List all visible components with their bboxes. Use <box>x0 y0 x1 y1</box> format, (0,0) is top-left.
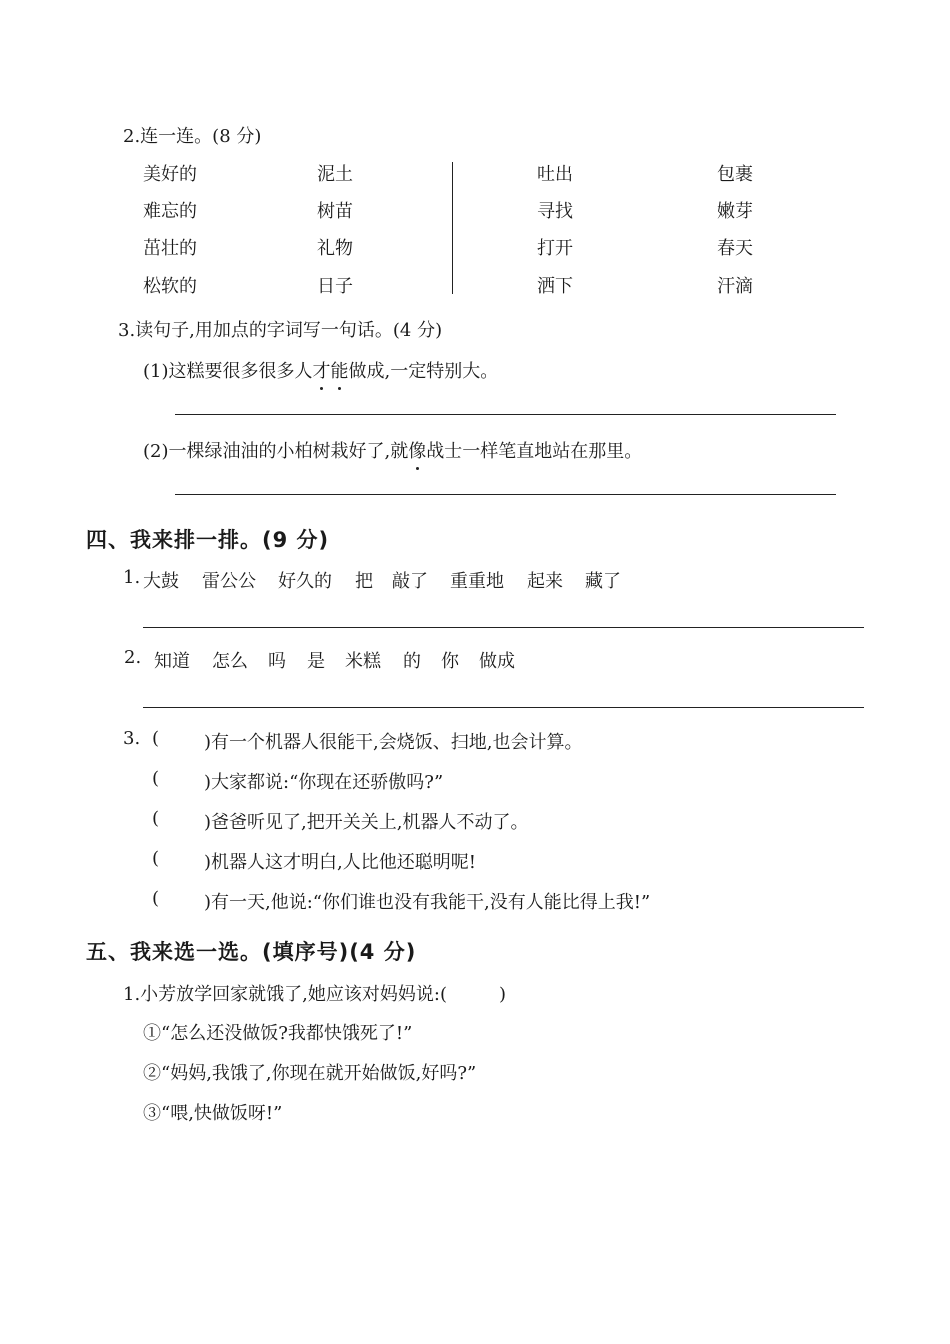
question-text: 1.小芳放学回家就饿了,她应该对妈妈说:( <box>123 984 447 1005</box>
sentence-text: (2)一棵绿油油的小柏树栽好了,就 <box>143 441 409 462</box>
section-4-title: 四、我来排一排。(9 分) <box>86 528 330 552</box>
word-chip: 雷公公 <box>202 571 256 592</box>
order-paren[interactable]: ( <box>152 768 160 789</box>
order-sentence: )有一个机器人很能干,会烧饭、扫地,也会计算。 <box>204 732 583 753</box>
word-chip: 是 <box>307 651 325 672</box>
section-5-title: 五、我来选一选。(填序号)(4 分) <box>86 940 417 964</box>
word-chip: 你 <box>441 651 459 672</box>
sec4-item3-number: 3. <box>123 728 141 749</box>
sentence-text: 做成,一定特别大。 <box>348 361 499 382</box>
answer-line[interactable] <box>175 494 836 495</box>
word-chip: 藏了 <box>585 571 621 592</box>
match-word: 难忘的 <box>143 201 197 222</box>
dotted-char: 像 <box>408 437 426 463</box>
sentence-text: 战士一样笔直地站在那里。 <box>426 441 643 462</box>
word-chip: 做成 <box>479 651 515 672</box>
match-word: 汗滴 <box>717 276 753 297</box>
word-chip: 重重地 <box>450 571 504 592</box>
match-word: 礼物 <box>317 238 353 259</box>
sec5-question-1 <box>123 980 506 1006</box>
order-sentence: )机器人这才明白,人比他还聪明呢! <box>204 852 476 873</box>
option-1[interactable]: ①“怎么还没做饭?我都快饿死了!” <box>143 1023 413 1044</box>
order-paren[interactable]: ( <box>152 888 160 909</box>
match-word: 茁壮的 <box>143 238 197 259</box>
q3-sentence-2 <box>143 437 642 463</box>
word-chip: 知道 <box>154 651 190 672</box>
sentence-text: (1)这糕要很多很多人 <box>143 361 313 382</box>
word-chip: 的 <box>403 651 421 672</box>
option-2[interactable]: ②“妈妈,我饿了,你现在就开始做饭,好吗?” <box>143 1063 477 1084</box>
order-paren[interactable]: ( <box>152 848 160 869</box>
question-close-paren: ) <box>498 984 507 1005</box>
word-chip: 好久的 <box>278 571 332 592</box>
divider-line <box>452 162 453 294</box>
match-word: 洒下 <box>537 276 573 297</box>
word-chip: 怎么 <box>212 651 248 672</box>
word-chip: 吗 <box>268 651 286 672</box>
match-word: 松软的 <box>143 276 197 297</box>
match-word: 美好的 <box>143 164 197 185</box>
order-sentence: )大家都说:“你现在还骄傲吗?” <box>204 772 444 793</box>
q3-title: 3.读句子,用加点的字词写一句话。(4 分) <box>118 320 443 341</box>
match-word: 寻找 <box>537 201 573 222</box>
word-chip: 大鼓 <box>143 571 179 592</box>
order-paren[interactable]: ( <box>152 728 160 749</box>
sec4-item2-words <box>0 647 950 673</box>
dotted-char: 能 <box>331 357 349 383</box>
dotted-char: 才 <box>313 357 331 383</box>
match-word: 泥土 <box>317 164 353 185</box>
word-chip: 敲了 <box>392 571 428 592</box>
answer-line[interactable] <box>175 414 836 415</box>
match-word: 春天 <box>717 238 753 259</box>
match-word: 日子 <box>317 276 353 297</box>
q3-sentence-1 <box>143 357 498 383</box>
answer-line[interactable] <box>143 627 864 628</box>
order-paren[interactable]: ( <box>152 808 160 829</box>
match-word: 打开 <box>537 238 573 259</box>
word-chip: 起来 <box>527 571 563 592</box>
match-word: 树苗 <box>317 201 353 222</box>
match-word: 嫩芽 <box>717 201 753 222</box>
option-3[interactable]: ③“喂,快做饭呀!” <box>143 1103 283 1124</box>
order-sentence: )有一天,他说:“你们谁也没有我能干,没有人能比得上我!” <box>204 892 651 913</box>
sec4-item2-number: 2. <box>124 647 142 668</box>
sec4-item1-number: 1. <box>123 567 141 588</box>
word-chip: 米糕 <box>345 651 381 672</box>
q2-title: 2.连一连。(8 分) <box>123 126 262 147</box>
answer-line[interactable] <box>143 707 864 708</box>
match-word: 包裹 <box>717 164 753 185</box>
word-chip: 把 <box>355 571 373 592</box>
sec4-item1-words <box>0 567 950 593</box>
match-word: 吐出 <box>537 164 573 185</box>
order-sentence: )爸爸听见了,把开关关上,机器人不动了。 <box>204 812 529 833</box>
